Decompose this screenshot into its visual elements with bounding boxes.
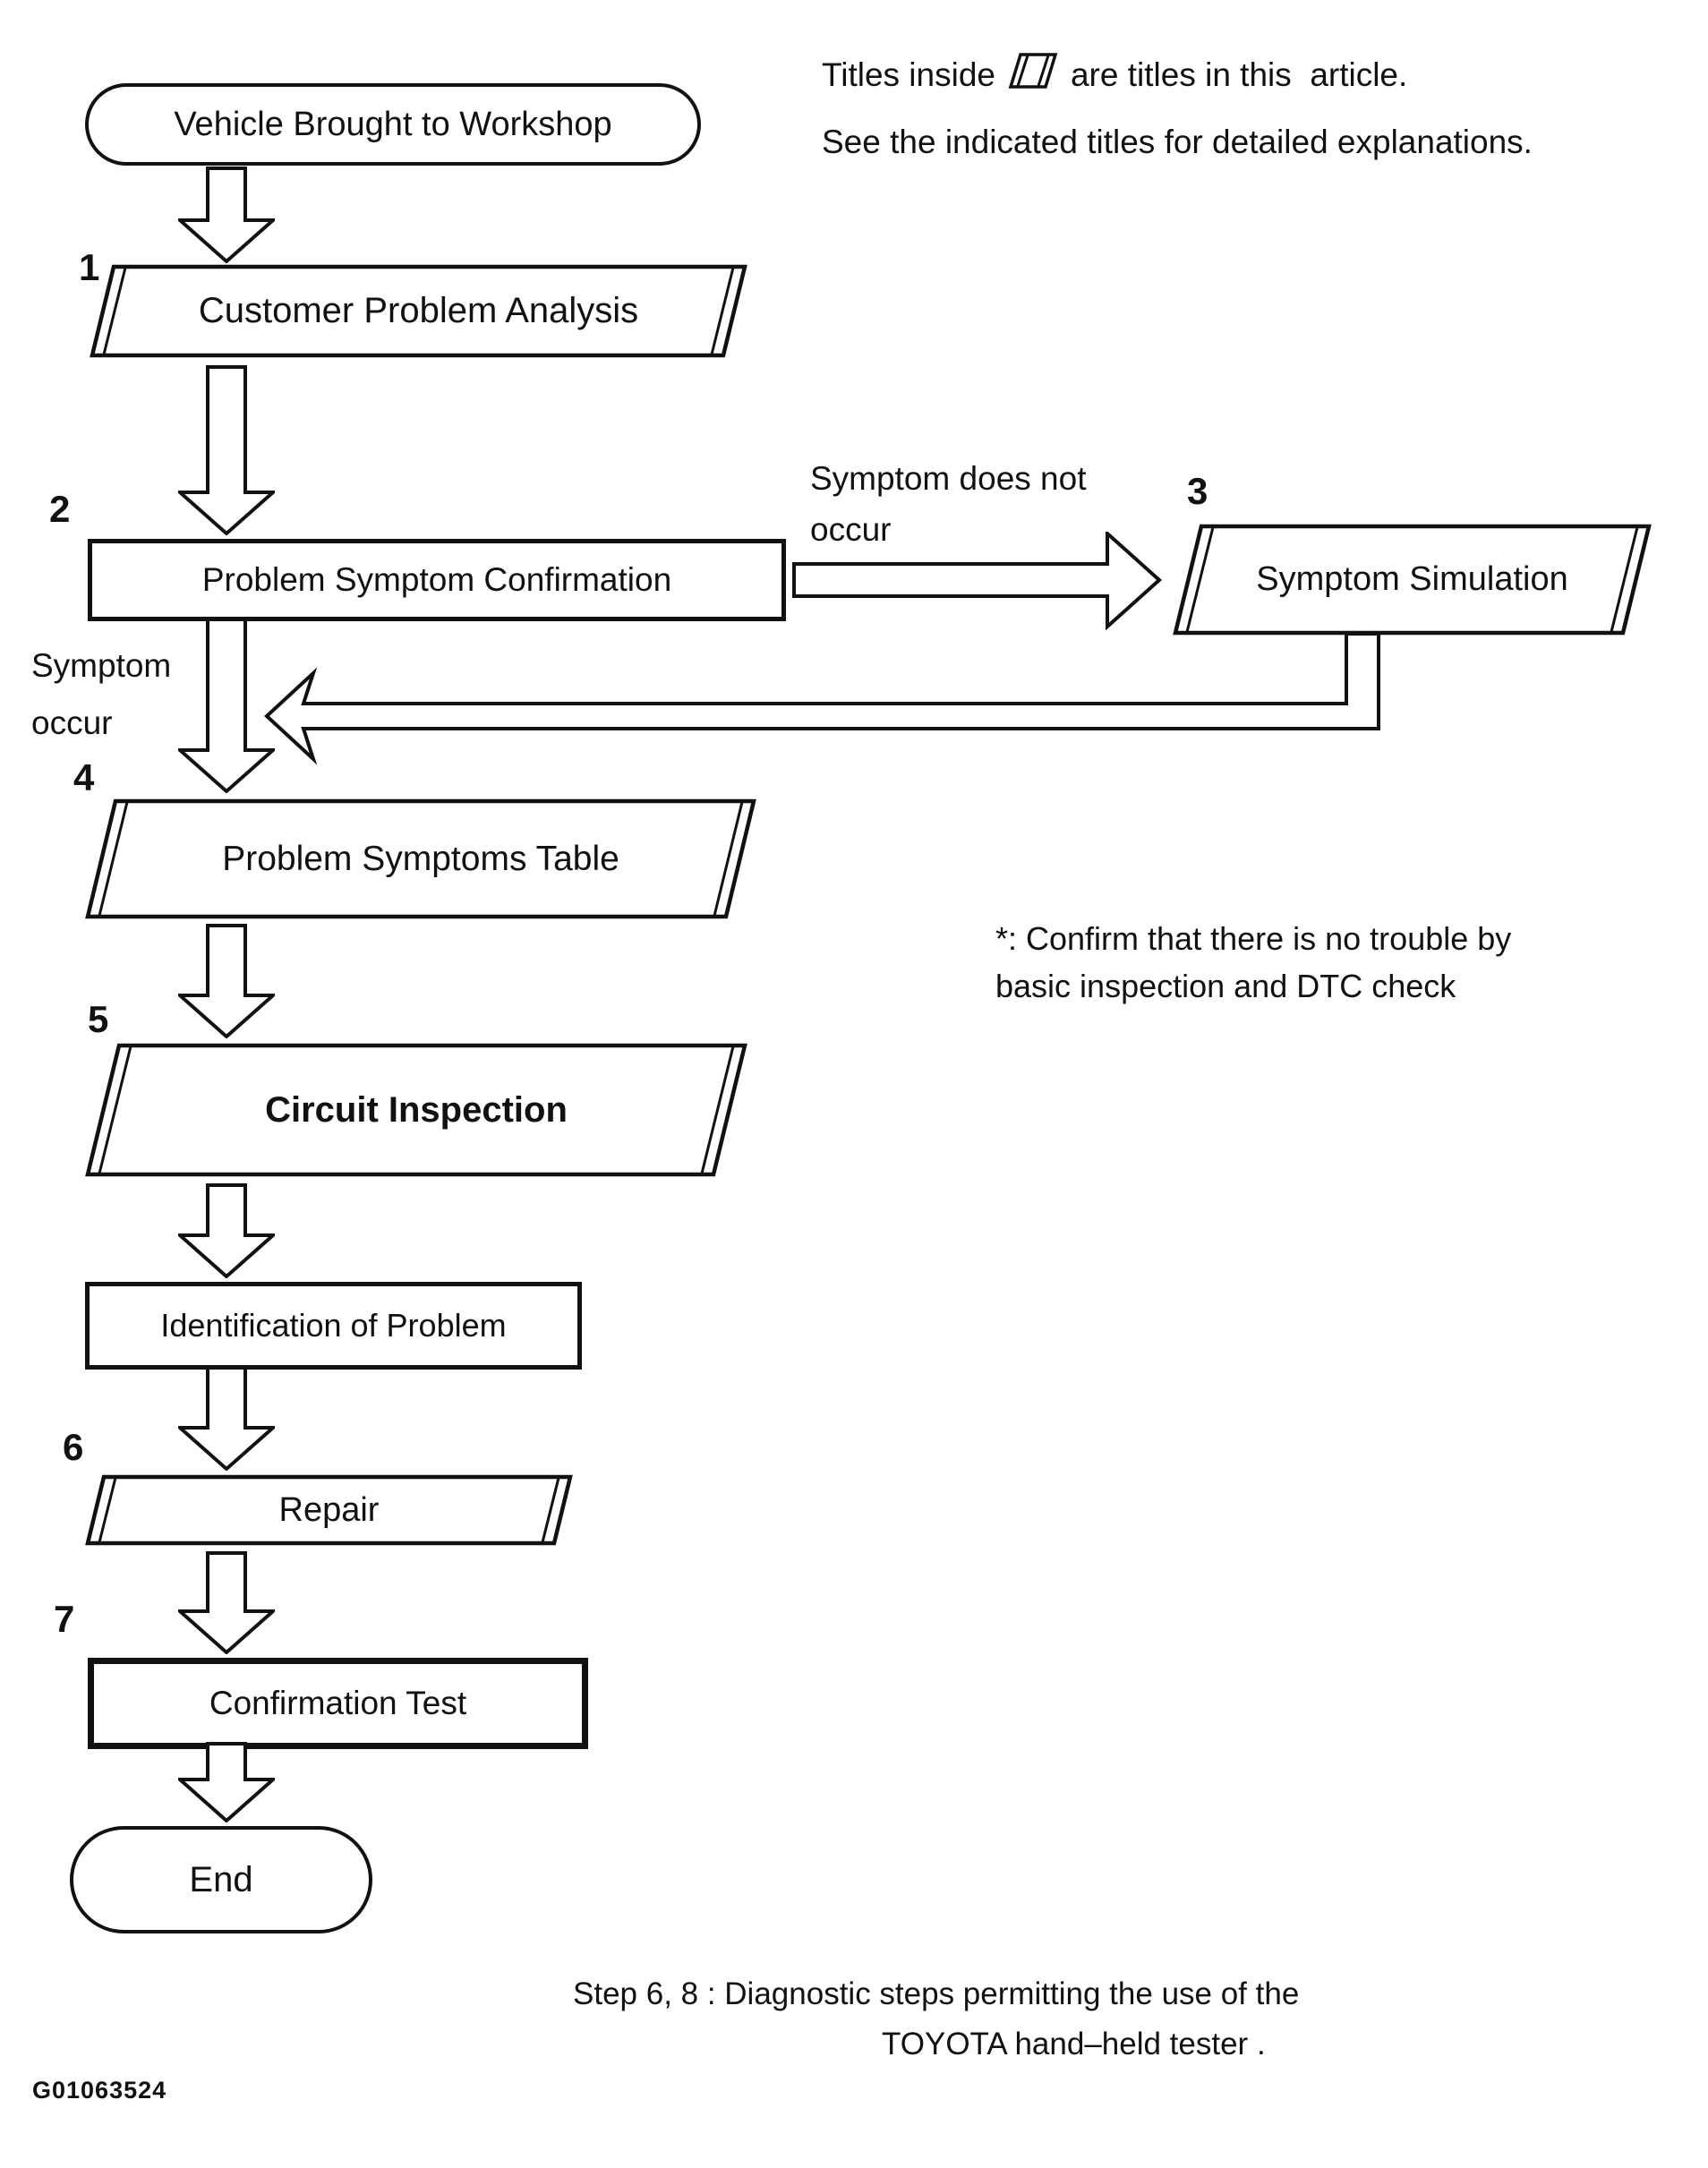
node-step4-label: Problem Symptoms Table [222,839,619,878]
edge-label-so-line1: Symptom [31,647,172,684]
node-end [70,1826,372,1933]
caption-line1: Step 6, 8 : Diagnostic steps permitting the use of the [573,1976,1300,2011]
node-step1-label: Customer Problem Analysis [198,291,639,330]
node-step2-label: Problem Symptom Confirmation [201,561,672,598]
node-step6 [85,1474,573,1546]
flow-arrow-2-to-4 [178,618,275,793]
figure-id: G01063524 [32,2077,167,2104]
node-start-label: Vehicle Brought to Workshop [174,105,612,143]
flow-arrow-start-to-1 [178,166,275,263]
legend-line2: See the indicated titles for detailed explanations. [822,124,1533,160]
note-asterisk [995,915,1511,1010]
node-end-label: End [189,1859,253,1899]
step-number-4: 4 [73,756,95,798]
node-step3-label: Symptom Simulation [1256,560,1568,598]
node-step3 [1173,524,1652,636]
step-number-6: 6 [63,1426,84,1468]
flow-arrow-6-to-7 [178,1551,275,1654]
flow-arrow-1-to-2 [178,365,275,535]
step-number-5: 5 [88,998,109,1040]
legend-line1 [822,52,1407,98]
flow-arrow-4-to-5 [178,924,275,1038]
flow-arrow-2-to-3 [792,532,1163,630]
node-step1 [90,264,747,358]
node-step7-label: Confirmation Test [209,1685,467,1721]
note-asterisk-line1: *: Confirm that there is no trouble by [995,920,1512,957]
edge-label-sdno-line2: occur [810,511,892,548]
step-number-7: 7 [54,1598,75,1640]
parallelogram-icon [1008,52,1058,98]
node-step7 [88,1658,588,1749]
flow-arrow-ident-to-6 [178,1366,275,1471]
flow-arrow-5-to-ident [178,1183,275,1278]
node-identification [85,1282,582,1370]
caption-line2: TOYOTA hand–held tester . [882,2027,1266,2061]
node-step2 [88,539,786,621]
step-number-1: 1 [79,246,100,288]
edge-label-sdno-line1: Symptom does not [810,460,1087,497]
step-number-3: 3 [1187,470,1208,512]
flow-arrow-3-return [260,627,1384,766]
node-step5 [85,1043,747,1177]
step-number-2: 2 [49,488,71,530]
legend-line1-suffix: are titles in this article. [1070,55,1408,93]
flow-arrow-7-to-end [178,1742,275,1822]
legend-line1-prefix: Titles inside [822,55,995,93]
edge-label-so-line2: occur [31,704,113,741]
node-step6-label: Repair [278,1490,380,1529]
edge-label-symptom-occur [31,637,171,752]
node-identification-label: Identification of Problem [160,1307,507,1344]
node-start [85,83,701,166]
node-step4 [85,798,756,919]
node-step5-label: Circuit Inspection [265,1089,568,1130]
note-asterisk-line2: basic inspection and DTC check [995,968,1456,1004]
